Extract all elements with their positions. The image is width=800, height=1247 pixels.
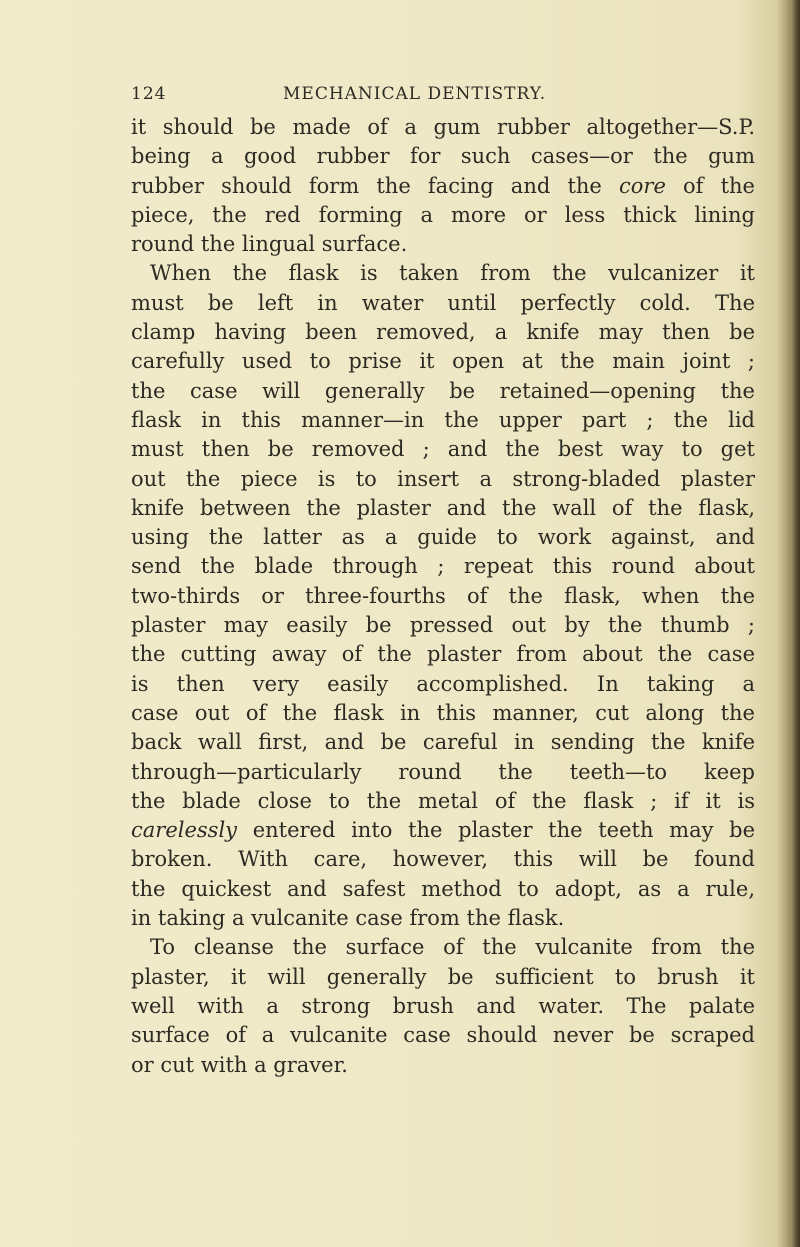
text-segment: entered into the plaster the teeth may be: [237, 818, 755, 843]
text-line: flask in this manner—in the upper part ; the lid: [131, 407, 755, 432]
text-segment: of the: [665, 173, 755, 198]
text-line: send the blade through ; repeat this round about: [131, 554, 755, 579]
text-line: well with a strong brush and water. The palate: [131, 993, 755, 1018]
text-line: carefully used to prise it open at the main joint ;: [131, 349, 755, 374]
italic-word: core: [619, 173, 666, 198]
text-line: plaster, it will generally be sufficient to brush it: [131, 964, 755, 989]
text-line: round the lingual surface.: [131, 232, 408, 257]
paragraph-start-line: To cleanse the surface of the vulcanite from the: [150, 935, 755, 960]
text-line: it should be made of a gum rubber altogether—S.P.: [131, 115, 755, 139]
text-line: back wall first, and be careful in sending the knife: [131, 730, 755, 755]
text-line: knife between the plaster and the wall of the flask,: [131, 495, 755, 520]
page-edge-shadow: [786, 0, 800, 1247]
text-line: the quickest and safest method to adopt, as a rule,: [131, 876, 755, 901]
body-text: [131, 113, 755, 1080]
text-line: through—particularly round the teeth—to keep: [131, 759, 755, 784]
text-line: piece, the red forming a more or less thick lining: [131, 202, 755, 227]
text-line: surface of a vulcanite case should never be scraped: [131, 1023, 755, 1048]
text-line: the case will generally be retained—opening the: [131, 378, 755, 403]
text-line: broken. With care, however, this will be found: [131, 847, 755, 872]
text-line: using the latter as a guide to work against, and: [131, 525, 755, 550]
text-line: must then be removed ; and the best way to get: [131, 437, 755, 462]
text-line: must be left in water until perfectly cold. The: [131, 290, 755, 315]
text-line: is then very easily accomplished. In taking a: [131, 671, 755, 696]
text-line: the cutting away of the plaster from about the case: [131, 642, 755, 667]
text-line: [131, 172, 755, 201]
text-line: being a good rubber for such cases—or the gum: [131, 144, 755, 169]
text-line: in taking a vulcanite case from the flask.: [131, 906, 565, 931]
page-number: 124: [131, 84, 167, 104]
text-line: case out of the flask in this manner, cut along the: [131, 700, 755, 725]
text-line: two-thirds or three-fourths of the flask, when the: [131, 583, 755, 608]
text-line: the blade close to the metal of the flask ; if it is: [131, 788, 755, 813]
text-line: clamp having been removed, a knife may then be: [131, 320, 755, 345]
text-line: [131, 816, 755, 845]
running-header: [131, 84, 755, 112]
paragraph-start-line: When the flask is taken from the vulcanizer it: [150, 261, 755, 286]
text-segment: rubber should form the facing and the: [131, 173, 619, 198]
text-line: out the piece is to insert a strong-bladed plaster: [131, 466, 755, 491]
text-line: or cut with a graver.: [131, 1052, 348, 1077]
text-line: plaster may easily be pressed out by the thumb ;: [131, 613, 755, 638]
italic-word: carelessly: [131, 818, 238, 843]
running-title: MECHANICAL DENTISTRY.: [283, 84, 547, 104]
